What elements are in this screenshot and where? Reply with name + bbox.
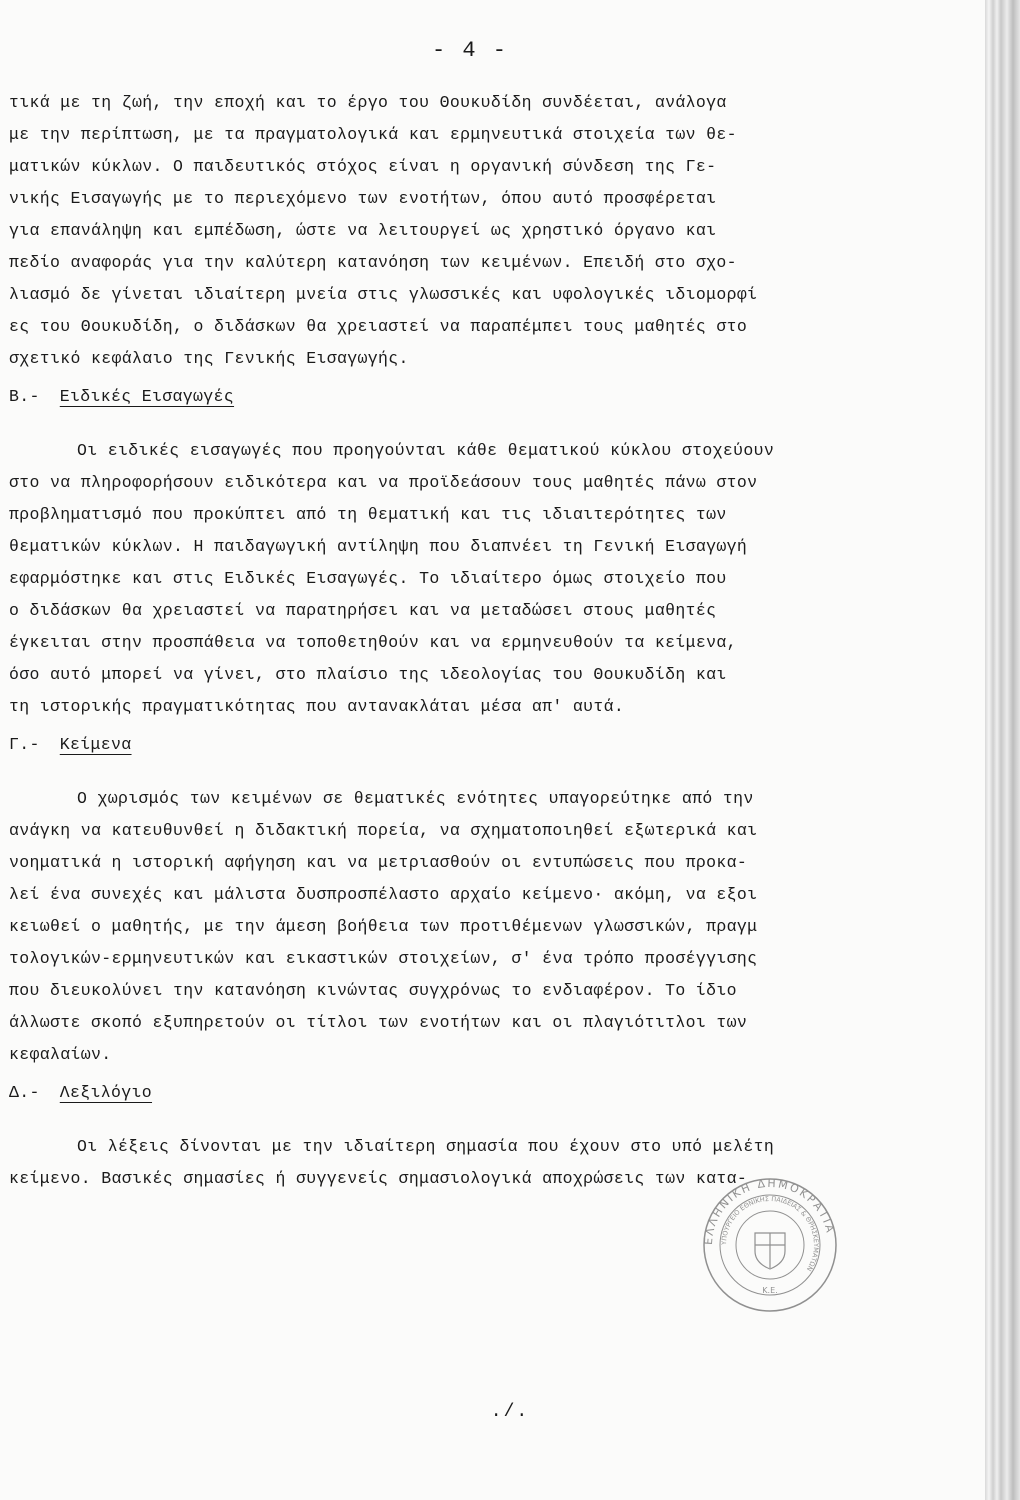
text-line: ες του Θουκυδίδη, ο διδάσκων θα χρειαστεί να παραπέμπει τους μαθητές στο bbox=[9, 317, 748, 336]
stamp-inner-text: ΥΠΟΥΡΓΕΙΟ ΕΘΝΙΚΗΣ ΠΑΙΔΕΙΑΣ & ΘΡΗΣΚΕΥΜΑΤΩΝ bbox=[719, 1194, 821, 1273]
body-text bbox=[9, 87, 977, 1195]
text-line: για επανάληψη και εμπέδωση, ώστε να λειτουργεί ως χρηστικό όργανο και bbox=[9, 221, 717, 240]
text-line: εφαρμόστηκε και στις Ειδικές Εισαγωγές. Το ιδιαίτερο όμως στοιχείο που bbox=[9, 569, 727, 588]
text-line: κείμενο. Βασικές σημασίες ή συγγενείς σημασιολογικά αποχρώσεις των κατα- bbox=[9, 1169, 748, 1188]
section-heading-b bbox=[9, 381, 977, 413]
text-line: λεί ένα συνεχές και μάλιστα δυσπροσπέλαστο αρχαίο κείμενο· ακόμη, να εξοι bbox=[9, 885, 758, 904]
text-line: προβληματισμό που προκύπτει από τη θεματική και τις ιδιαιτερότητες των bbox=[9, 505, 727, 524]
section-label: Δ.- bbox=[9, 1083, 40, 1102]
text-line: Οι λέξεις δίνονται με την ιδιαίτερη σημασία που έχουν στο υπό μελέτη bbox=[77, 1137, 775, 1156]
text-line: έγκειται στην προσπάθεια να τοποθετηθούν και να ερμηνευθούν τα κείμενα, bbox=[9, 633, 737, 652]
section-label: Γ.- bbox=[9, 735, 40, 754]
page-number: - 4 - bbox=[431, 38, 508, 63]
text-line: κειωθεί ο μαθητής, με την άμεση βοήθεια των προτιθέμενων γλωσσικών, πραγμ bbox=[9, 917, 758, 936]
text-line: πεδίο αναφοράς για την καλύτερη κατανόηση των κειμένων. Επειδή στο σχο- bbox=[9, 253, 737, 272]
section-c-paragraph bbox=[9, 783, 977, 1071]
text-line: τη ιστορικής πραγματικότητας που αντανακλάται μέσα απ' αυτά. bbox=[9, 697, 625, 716]
text-line: τικά με τη ζωή, την εποχή και το έργο του Θουκυδίδη συνδέεται, ανάλογα bbox=[9, 93, 727, 112]
section-b-paragraph bbox=[9, 435, 977, 723]
stamp-bottom-text: Κ.Ε. bbox=[762, 1286, 778, 1295]
text-line: στο να πληροφορήσουν ειδικότερα και να προϊδεάσουν τους μαθητές πάνω στον bbox=[9, 473, 758, 492]
text-line: νοηματικά η ιστορική αφήγηση και να μετριασθούν οι εντυπώσεις που προκα- bbox=[9, 853, 748, 872]
text-line: Ο χωρισμός των κειμένων σε θεματικές ενότητες υπαγορεύτηκε από την bbox=[77, 789, 754, 808]
text-line: θεματικών κύκλων. Η παιδαγωγική αντίληψη που διαπνέει τη Γενική Εισαγωγή bbox=[9, 537, 748, 556]
text-line: που διευκολύνει την κατανόηση κινώντας συγχρόνως το ενδιαφέρον. Το ίδιο bbox=[9, 981, 737, 1000]
page-continuation-mark: ./. bbox=[490, 1402, 530, 1422]
section-title: Κείμενα bbox=[59, 735, 132, 754]
intro-paragraph bbox=[9, 87, 977, 375]
text-line: όσο αυτό μπορεί να γίνει, στο πλαίσιο της ιδεολογίας του Θουκυδίδη και bbox=[9, 665, 727, 684]
page-stack-edge bbox=[985, 0, 1020, 1500]
text-line: με την περίπτωση, με τα πραγματολογικά και ερμηνευτικά στοιχεία των θε- bbox=[9, 125, 737, 144]
text-line: ανάγκη να κατευθυνθεί η διδακτική πορεία, να σχηματοποιηθεί εξωτερικά και bbox=[9, 821, 758, 840]
text-line: λιασμό δε γίνεται ιδιαίτερη μνεία στις γλωσσικές και υφολογικές ιδιομορφί bbox=[9, 285, 758, 304]
section-title: Λεξιλόγιο bbox=[59, 1083, 153, 1102]
section-heading-d bbox=[9, 1077, 977, 1109]
official-seal-stamp bbox=[700, 1175, 840, 1315]
section-label: Β.- bbox=[9, 387, 40, 406]
text-line: Οι ειδικές εισαγωγές που προηγούνται κάθε θεματικού κύκλου στοχεύουν bbox=[77, 441, 775, 460]
section-title: Ειδικές Εισαγωγές bbox=[59, 387, 235, 406]
text-line: άλλωστε σκοπό εξυπηρετούν οι τίτλοι των ενοτήτων και οι πλαγιότιτλοι των bbox=[9, 1013, 748, 1032]
stamp-outer-text: ΕΛΛΗΝΙΚΗ ΔΗΜΟΚΡΑΤΙΑ bbox=[701, 1176, 837, 1246]
text-line: τολογικών-ερμηνευτικών και εικαστικών στοιχείων, σ' ένα τρόπο προσέγγισης bbox=[9, 949, 758, 968]
text-line: ο διδάσκων θα χρειαστεί να παρατηρήσει και να μεταδώσει στους μαθητές bbox=[9, 601, 717, 620]
text-line: σχετικό κεφάλαιο της Γενικής Εισαγωγής. bbox=[9, 349, 409, 368]
stamp-emblem-icon bbox=[755, 1233, 785, 1269]
text-line: νικής Εισαγωγής με το περιεχόμενο των ενοτήτων, όπου αυτό προσφέρεται bbox=[9, 189, 717, 208]
section-heading-c bbox=[9, 729, 977, 761]
text-line: ματικών κύκλων. Ο παιδευτικός στόχος είναι η οργανική σύνδεση της Γε- bbox=[9, 157, 717, 176]
text-line: κεφαλαίων. bbox=[9, 1045, 112, 1064]
